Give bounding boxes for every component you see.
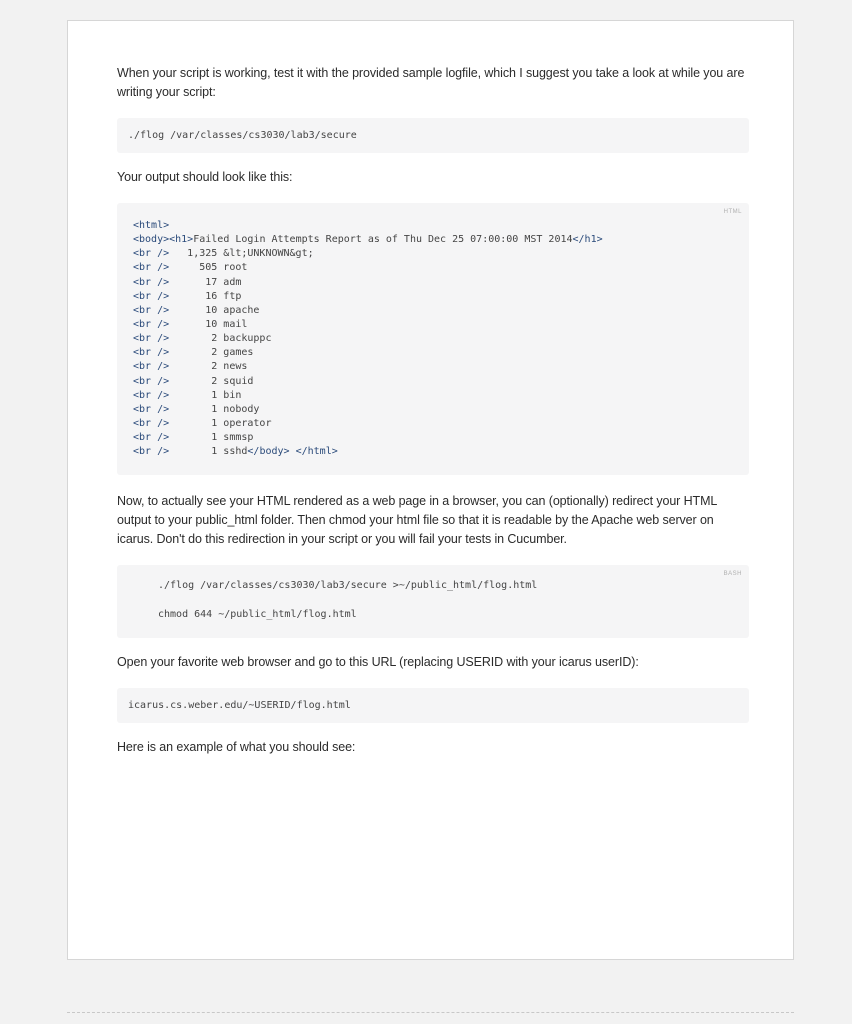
code-tag: <br /> (133, 432, 170, 444)
code-line (133, 304, 739, 318)
code-line (133, 276, 739, 290)
code-tag: <br /> (133, 290, 170, 302)
code-text: 1 bin (169, 389, 242, 401)
code-tag: <br /> (133, 304, 170, 316)
code-line (133, 233, 739, 247)
code-line (133, 332, 739, 346)
code-block-html-output[interactable] (117, 203, 749, 475)
page-divider (67, 1012, 794, 1013)
code-block-bash-commands[interactable] (117, 565, 749, 638)
code-tag: </html> (295, 446, 338, 458)
code-tag: </body> (247, 446, 290, 458)
code-line (133, 318, 739, 332)
code-tag: <br /> (133, 262, 170, 274)
code-language-label: HTML (723, 209, 742, 215)
code-line: icarus.cs.weber.edu/~USERID/flog.html (128, 700, 351, 711)
code-lines (133, 219, 739, 459)
code-line-chmod: chmod 644 ~/public_html/flog.html (158, 609, 357, 621)
code-line (133, 261, 739, 275)
code-text: 2 games (169, 347, 254, 359)
code-line (133, 360, 739, 374)
document-content (117, 64, 749, 757)
code-line-redirect: ./flog /var/classes/cs3030/lab3/secure >~/public_html/flog.html (158, 580, 538, 591)
code-tag: <br /> (133, 417, 170, 429)
code-line (133, 375, 739, 389)
code-line (133, 431, 739, 445)
code-line (133, 290, 739, 304)
paragraph-example-intro: Here is an example of what you should see: (117, 740, 356, 754)
code-tag: <br /> (133, 276, 170, 288)
code-tag: <html> (133, 220, 170, 231)
paragraph-output-intro: Your output should look like this: (117, 170, 293, 184)
code-tag: <h1> (169, 234, 194, 246)
code-tag: <body> (133, 234, 170, 246)
code-text: 10 apache (169, 304, 260, 316)
code-text: 1 smmsp (169, 432, 254, 444)
code-text: 16 ftp (169, 290, 242, 302)
code-text: 1 nobody (169, 403, 260, 415)
code-tag: <br /> (133, 347, 170, 359)
code-language-label: BASH (723, 571, 742, 577)
code-line (133, 247, 739, 261)
code-tag: <br /> (133, 375, 170, 387)
code-block-url[interactable] (117, 688, 749, 723)
code-tag: <br /> (133, 248, 170, 260)
document-page (67, 20, 794, 960)
code-text: 2 squid (169, 375, 254, 387)
code-block-run-command[interactable] (117, 118, 749, 153)
code-text: 1 sshd (169, 446, 248, 458)
paragraph-redirect-instructions: Now, to actually see your HTML rendered as a web page in a browser, you can (optionally) redirect your HTML output to your public_html folder. Then chmod your html file so that it is readable by the Apache web server on icarus. Don't do this redirection in your script or you will fail your tests in Cucumber. (117, 494, 717, 546)
code-text: Failed Login Attempts Report as of Thu Dec 25 07:00:00 MST 2014 (193, 234, 573, 246)
code-line (133, 389, 739, 403)
code-line (133, 417, 739, 431)
code-text: 2 backuppc (169, 333, 272, 345)
paragraph-test-instructions: When your script is working, test it with the provided sample logfile, which I suggest you take a look at while you are writing your script: (117, 66, 745, 99)
code-text: 1 operator (169, 417, 272, 429)
code-text: 17 adm (169, 276, 242, 288)
code-line (133, 219, 739, 233)
code-tag: <br /> (133, 333, 170, 345)
code-tag: <br /> (133, 446, 170, 458)
code-tag: <br /> (133, 318, 170, 330)
code-text: 2 news (169, 361, 248, 373)
code-line: ./flog /var/classes/cs3030/lab3/secure (128, 130, 357, 141)
code-line (133, 445, 739, 459)
code-text: 505 root (169, 262, 248, 274)
code-line (133, 346, 739, 360)
code-text: 10 mail (169, 318, 248, 330)
code-tag: </h1> (572, 234, 603, 246)
paragraph-browser-instructions: Open your favorite web browser and go to this URL (replacing USERID with your icarus userID): (117, 655, 639, 669)
code-line (133, 403, 739, 417)
code-tag: <br /> (133, 389, 170, 401)
code-tag: <br /> (133, 361, 170, 373)
code-tag: <br /> (133, 403, 170, 415)
code-text: 1,325 &lt;UNKNOWN&gt; (169, 248, 314, 260)
